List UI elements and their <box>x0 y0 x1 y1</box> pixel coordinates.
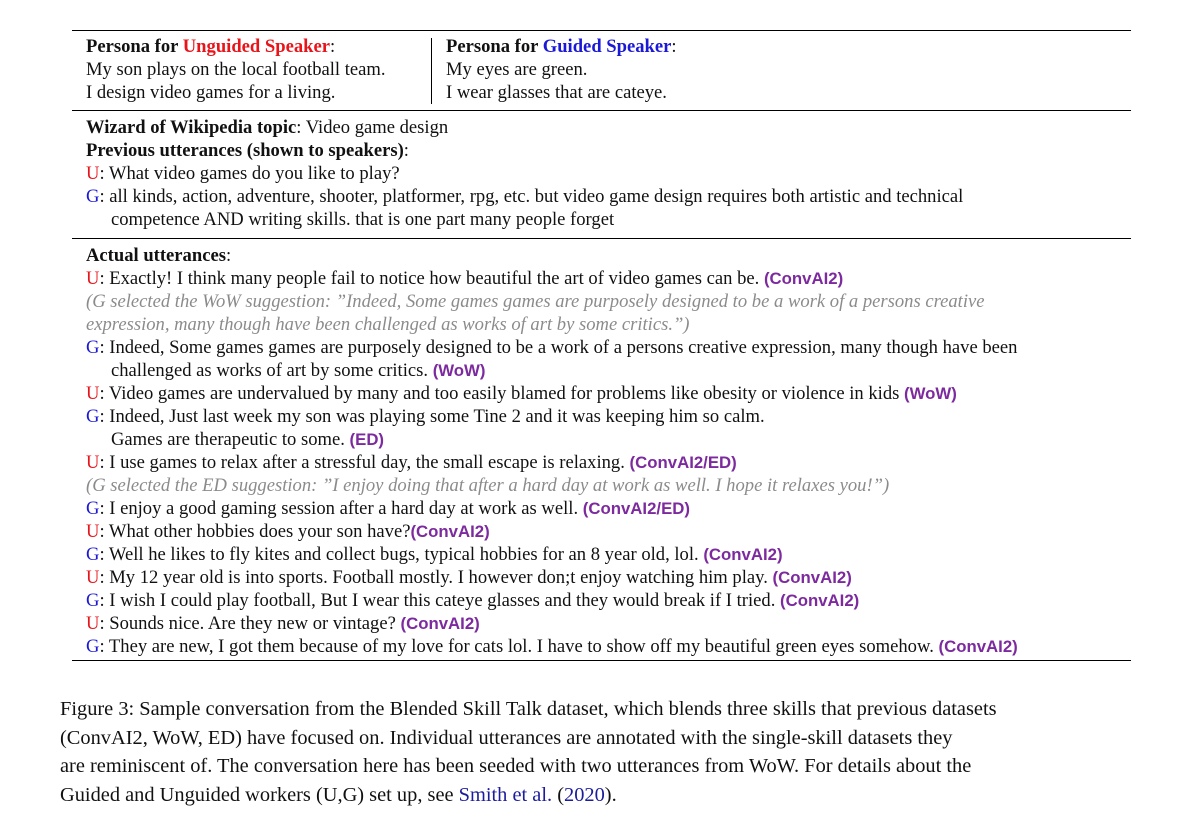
utterance-text: : Indeed, Just last week my son was playing some Tine 2 and it was keeping him so calm. <box>99 406 765 427</box>
utterance-line <box>86 497 690 520</box>
utterance-line <box>86 589 859 612</box>
speaker-u: U <box>86 521 100 542</box>
utterance-text: : I use games to relax after a stressful day, the small escape is relaxing. <box>99 452 625 473</box>
utterance-line <box>86 451 737 474</box>
dataset-tag: (ConvAI2) <box>703 545 783 564</box>
utterance-text: : Exactly! I think many people fail to notice how beautiful the art of video games can be. <box>99 268 760 289</box>
utterance-text: : Sounds nice. Are they new or vintage? <box>99 613 396 634</box>
topic-label: Wizard of Wikipedia topic <box>86 117 297 138</box>
speaker-g: G <box>86 544 100 565</box>
previous-g-continuation: competence AND writing skills. that is one part many people forget <box>111 209 615 230</box>
speaker-g: G <box>86 186 100 207</box>
speaker-u: U <box>86 268 100 289</box>
topic-line <box>86 116 448 139</box>
utterance-line <box>86 543 783 566</box>
dataset-tag: (ConvAI2) <box>780 591 860 610</box>
utterance-text: : My 12 year old is into sports. Football mostly. I however don;t enjoy watching him play. <box>99 567 768 588</box>
colon: : <box>403 140 409 161</box>
guided-persona-line: My eyes are green. <box>446 59 588 80</box>
previous-label: Previous utterances (shown to speakers) <box>86 140 404 161</box>
top-rule <box>72 30 1131 31</box>
persona-prefix: Persona for <box>86 36 183 57</box>
speaker-g: G <box>86 406 100 427</box>
figure-caption-line <box>60 781 1150 810</box>
utterance-line <box>86 612 480 635</box>
dataset-tag: (ConvAI2) <box>772 568 852 587</box>
utterance-text: : I wish I could play football, But I wear this cateye glasses and they would break if I tried. <box>99 590 776 611</box>
unguided-persona-line: I design video games for a living. <box>86 82 336 103</box>
dataset-tag: (WoW) <box>904 384 957 403</box>
previous-utterances-header <box>86 139 409 162</box>
utterance-text: : Indeed, Some games games are purposely designed to be a work of a persons creative expression, many though have been <box>99 337 1018 358</box>
guided-persona-header <box>446 35 677 58</box>
utterance-text: : all kinds, action, adventure, shooter, platformer, rpg, etc. but video game design requires both artistic and technical <box>99 186 964 207</box>
unguided-persona-line: My son plays on the local football team. <box>86 59 386 80</box>
speaker-g: G <box>86 636 100 657</box>
actual-utterances-header <box>86 244 231 267</box>
speaker-u: U <box>86 163 100 184</box>
speaker-g: G <box>86 337 100 358</box>
unguided-persona-header <box>86 35 335 58</box>
caption-text: ). <box>604 783 617 806</box>
unguided-speaker-label: Unguided Speaker <box>182 36 330 57</box>
dataset-tag: (ConvAI2) <box>410 522 490 541</box>
dataset-tag: (ED) <box>349 430 385 449</box>
persona-prefix: Persona for <box>446 36 543 57</box>
speaker-u: U <box>86 452 100 473</box>
utterance-line <box>86 336 1017 359</box>
utterance-text: : They are new, I got them because of my love for cats lol. I have to show off my beautiful green eyes somehow. <box>99 636 934 657</box>
caption-text: Guided and Unguided workers (U,G) set up, see <box>60 783 459 806</box>
colon: : <box>671 36 677 57</box>
utterance-line <box>86 382 957 405</box>
utterance-text: Games are therapeutic to some. <box>111 429 345 450</box>
utterance-text: : I enjoy a good gaming session after a hard day at work as well. <box>99 498 579 519</box>
colon: : <box>225 245 232 266</box>
citation-author-link[interactable]: Smith et al. <box>458 783 553 806</box>
speaker-u: U <box>86 613 100 634</box>
utterance-continuation <box>111 428 384 451</box>
utterance-text: challenged as works of art by some critics. <box>111 360 429 381</box>
utterance-text: : What video games do you like to play? <box>99 163 400 184</box>
caption-text: ( <box>552 783 564 806</box>
dataset-tag: (ConvAI2/ED) <box>629 453 737 472</box>
previous-u-line <box>86 162 400 185</box>
dataset-tag: (WoW) <box>432 361 486 380</box>
suggestion-note: (G selected the WoW suggestion: ”Indeed, Some games games are purposely designed to be a work of a persons creative <box>86 291 985 312</box>
speaker-g: G <box>86 498 100 519</box>
persona-divider <box>431 38 432 104</box>
dataset-tag: (ConvAI2) <box>763 269 844 288</box>
guided-speaker-label: Guided Speaker <box>542 36 672 57</box>
suggestion-note: (G selected the ED suggestion: ”I enjoy doing that after a hard day at work as well. I hope it relaxes you!”) <box>86 475 890 496</box>
utterance-line <box>86 267 843 290</box>
figure-caption-line: (ConvAI2, WoW, ED) have focused on. Individual utterances are annotated with the single-skill datasets they <box>60 726 953 749</box>
utterance-text: : Well he likes to fly kites and collect bugs, typical hobbies for an 8 year old, lol. <box>99 544 699 565</box>
dataset-tag: (ConvAI2) <box>400 614 480 633</box>
context-bottom-rule <box>72 238 1131 239</box>
utterance-line <box>86 405 765 428</box>
previous-g-line <box>86 185 963 208</box>
utterance-text: : What other hobbies does your son have? <box>99 521 411 542</box>
figure-caption-line: Figure 3: Sample conversation from the Blended Skill Talk dataset, which blends three skills that previous datasets <box>60 698 997 720</box>
actual-label: Actual utterances <box>86 245 226 266</box>
speaker-g: G <box>86 590 100 611</box>
dataset-tag: (ConvAI2) <box>938 637 1018 656</box>
persona-bottom-rule <box>72 110 1131 111</box>
suggestion-note: expression, many though have been challenged as works of art by some critics.”) <box>86 314 690 335</box>
colon: : <box>329 36 336 57</box>
topic-value: : Video game design <box>296 117 449 138</box>
utterance-line <box>86 635 1018 658</box>
citation-year-link[interactable]: 2020 <box>564 783 605 806</box>
figure-caption-line: are reminiscent of. The conversation here has been seeded with two utterances from WoW. For details about the <box>60 755 972 777</box>
guided-persona-line: I wear glasses that are cateye. <box>446 82 667 103</box>
speaker-u: U <box>86 567 100 588</box>
utterance-line <box>86 566 852 589</box>
utterance-continuation <box>111 359 486 382</box>
dataset-tag: (ConvAI2/ED) <box>582 499 690 518</box>
bottom-rule <box>72 660 1131 661</box>
utterance-text: : Video games are undervalued by many and too easily blamed for problems like obesity or violence in kids <box>99 383 900 404</box>
utterance-line <box>86 520 490 543</box>
speaker-u: U <box>86 383 100 404</box>
